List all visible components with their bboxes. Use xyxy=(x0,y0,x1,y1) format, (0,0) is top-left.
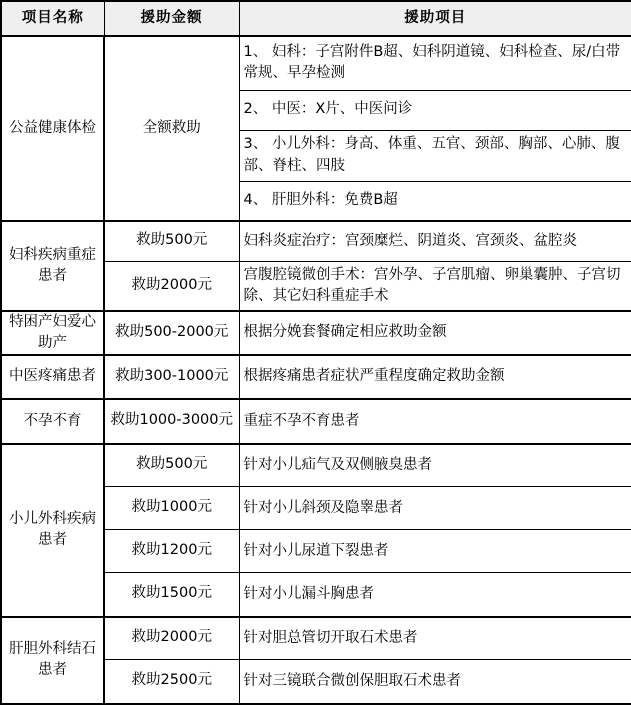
aid-item-text: 宫腹腔镜微创手术：宫外孕、子宫肌瘤、卵巢囊肿、子宫切除、其它妇科重症手术 xyxy=(243,266,621,304)
project-name-text: 不孕不育 xyxy=(23,412,82,429)
table-row xyxy=(1,36,631,90)
aid-amount-text: 救助1500元 xyxy=(131,585,212,602)
aid-item-text: 针对小儿漏斗胸患者 xyxy=(243,585,374,602)
aid-item-text: 针对三镜联合微创保胆取石术患者 xyxy=(243,672,461,689)
project-name-text: 肝胆外科结石患者 xyxy=(9,641,96,679)
project-name-text: 小儿外科疾病患者 xyxy=(9,511,96,549)
aid-item-cell xyxy=(239,261,631,311)
aid-amount-cell xyxy=(104,660,239,704)
project-name-cell xyxy=(1,617,104,704)
aid-amount-cell xyxy=(104,444,239,487)
column-header-aid-item: 援助项目 xyxy=(239,1,631,36)
aid-amount-cell xyxy=(104,573,239,617)
aid-amount-text: 救助1200元 xyxy=(131,542,212,559)
aid-item-text: 4、 肝胆外科：免费B超 xyxy=(243,192,398,209)
aid-item-cell xyxy=(239,36,631,90)
aid-item-cell xyxy=(239,221,631,261)
table-body xyxy=(1,36,631,704)
aid-item-text: 针对小儿斜颈及隐睾患者 xyxy=(243,499,403,516)
aid-amount-cell xyxy=(104,221,239,261)
column-header-project-name: 项目名称 xyxy=(1,1,104,36)
table-row xyxy=(1,311,631,355)
table-row xyxy=(1,399,631,444)
project-name-cell xyxy=(1,36,104,221)
column-header-aid-amount: 援助金额 xyxy=(104,1,239,36)
header-row xyxy=(1,1,631,36)
table-row xyxy=(1,617,631,660)
project-name-text: 特困产妇爱心助产 xyxy=(9,313,96,351)
aid-amount-cell xyxy=(104,261,239,311)
aid-amount-cell xyxy=(104,36,239,221)
table-row xyxy=(1,355,631,399)
project-name-cell xyxy=(1,311,104,355)
aid-amount-text: 救助2500元 xyxy=(131,672,212,689)
aid-amount-text: 救助500元 xyxy=(136,456,208,473)
aid-amount-text: 救助2000元 xyxy=(131,629,212,646)
table-row xyxy=(1,444,631,487)
aid-item-cell xyxy=(239,311,631,355)
aid-item-cell xyxy=(239,660,631,704)
project-name-text: 妇科疾病重症患者 xyxy=(9,246,96,284)
aid-item-text: 3、 小儿外科：身高、体重、五官、颈部、胸部、心肺、腹部、脊柱、四肢 xyxy=(243,136,620,174)
aid-item-cell xyxy=(239,130,631,181)
aid-item-text: 根据分娩套餐确定相应救助金额 xyxy=(243,324,447,341)
aid-item-text: 妇科炎症治疗：宫颈糜烂、阴道炎、宫颈炎、盆腔炎 xyxy=(243,232,577,249)
aid-item-text: 针对小儿疝气及双侧腋臭患者 xyxy=(243,456,432,473)
table-header xyxy=(1,1,631,36)
aid-amount-text: 救助500元 xyxy=(136,232,208,249)
aid-item-cell xyxy=(239,90,631,130)
aid-item-cell xyxy=(239,399,631,444)
aid-item-text: 2、 中医：X片、中医问诊 xyxy=(243,101,413,118)
aid-amount-cell xyxy=(104,311,239,355)
aid-item-text: 重症不孕不育患者 xyxy=(243,412,360,429)
aid-amount-cell xyxy=(104,355,239,399)
aid-item-text: 根据疼痛患者症状严重程度确定救助金额 xyxy=(243,368,505,385)
aid-amount-cell xyxy=(104,399,239,444)
aid-item-text: 针对小儿尿道下裂患者 xyxy=(243,542,389,559)
aid-item-text: 1、 妇科：子宫附件B超、妇科阴道镜、妇科检查、尿/白带常规、早孕检测 xyxy=(243,44,621,82)
aid-amount-cell xyxy=(104,487,239,530)
aid-amount-text: 救助2000元 xyxy=(131,276,212,293)
aid-amount-text: 全额救助 xyxy=(142,119,201,136)
aid-amount-text: 救助1000-3000元 xyxy=(110,412,234,429)
aid-item-cell xyxy=(239,444,631,487)
aid-amount-cell xyxy=(104,617,239,660)
aid-amount-text: 救助1000元 xyxy=(131,499,212,516)
aid-amount-text: 救助300-1000元 xyxy=(115,367,229,384)
project-name-text: 中医疼痛患者 xyxy=(9,368,96,385)
aid-amount-text: 救助500-2000元 xyxy=(115,323,229,340)
aid-item-cell xyxy=(239,487,631,530)
aid-item-cell xyxy=(239,530,631,573)
aid-item-cell xyxy=(239,617,631,660)
project-name-cell xyxy=(1,355,104,399)
aid-amount-cell xyxy=(104,530,239,573)
aid-item-cell xyxy=(239,355,631,399)
aid-item-cell xyxy=(239,573,631,617)
project-name-cell xyxy=(1,444,104,617)
aid-item-text: 针对胆总管切开取石术患者 xyxy=(243,629,418,646)
table-row xyxy=(1,221,631,261)
project-name-cell xyxy=(1,221,104,311)
aid-item-cell xyxy=(239,181,631,221)
project-name-cell xyxy=(1,399,104,444)
project-name-text: 公益健康体检 xyxy=(9,119,96,136)
